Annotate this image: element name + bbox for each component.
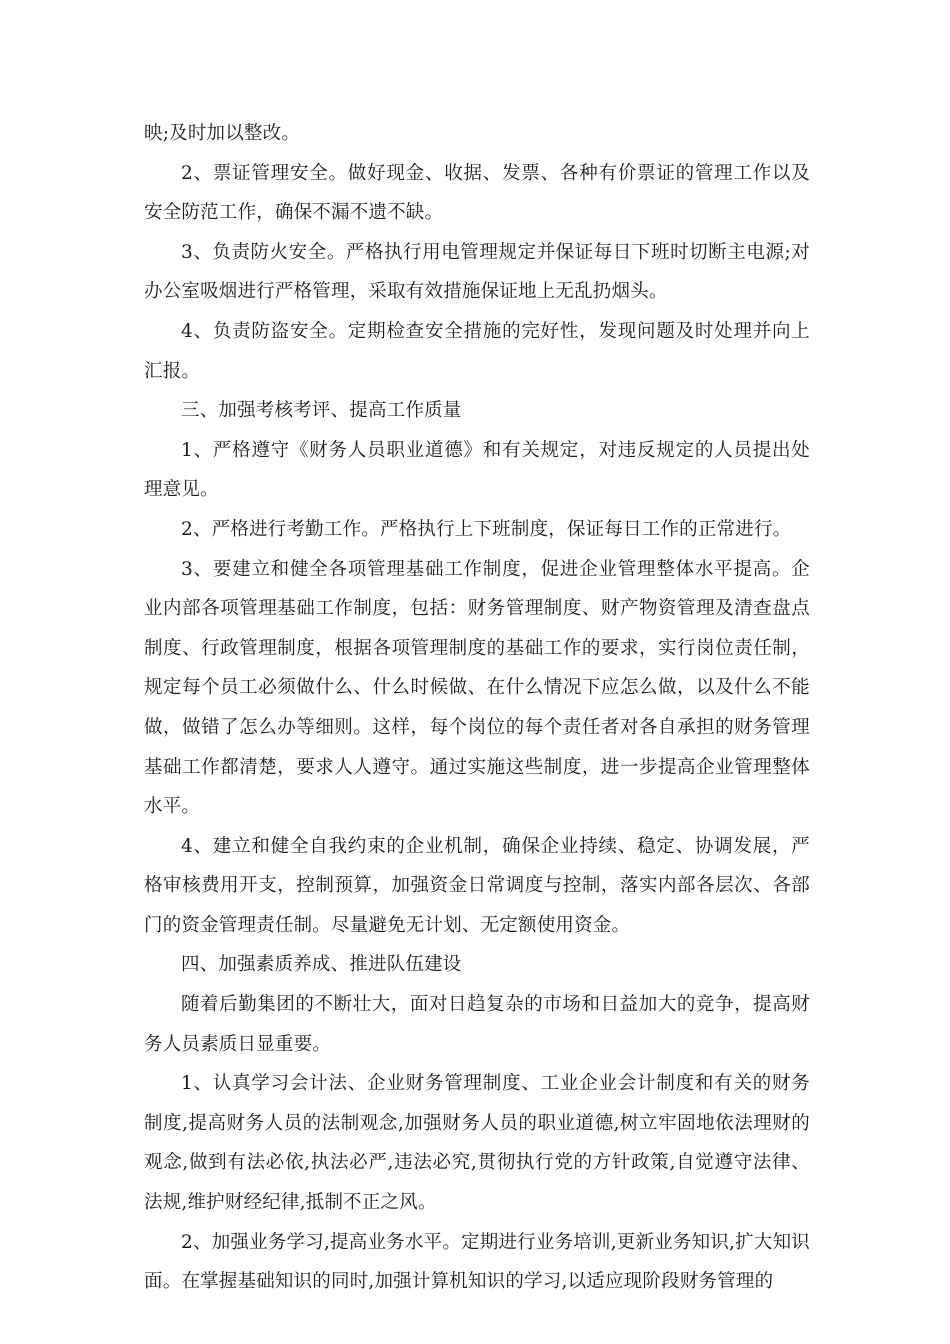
paragraph-management-system: 3、要建立和健全各项管理基础工作制度，促进企业管理整体水平提高。企业内部各项管理基础工作制度，包括：财务管理制度、财产物资管理及清查盘点制度、行政管理制度，根据各项管理制度的基础工作的要求，实行岗位责任制，规定每个员工必须做什么、什么时候做、在什么情况下应怎么做，以及什么不能做，做错了怎么办等细则。这样，每个岗位的每个责任者对各自承担的财务管理基础工作都清楚，要求人人遵守。通过实施这些制度，进一步提高企业管理整体水平。	[144, 558, 810, 818]
section-heading-three: 三、加强考核考评、提高工作质量	[181, 400, 462, 422]
paragraph-continuation: 映;及时加以整改。	[144, 123, 301, 144]
section-heading-four: 四、加强素质养成、推进队伍建设	[181, 954, 462, 976]
paragraph-business-study: 2、加强业务学习,提高业务水平。定期进行业务培训,更新业务知识,扩大知识面。在掌握基础知识的同时,加强计算机知识的学习,以适应现阶段财务管理的	[144, 1231, 810, 1293]
document-page	[144, 114, 810, 1302]
paragraph-intro-quality: 随着后勤集团的不断壮大，面对日趋复杂的市场和日益加大的竞争，提高财务人员素质日显重要。	[144, 994, 810, 1055]
paragraph-theft-prevention: 4、负责防盗安全。定期检查安全措施的完好性，发现问题及时处理并向上汇报。	[144, 320, 810, 382]
paragraph-ticket-security: 2、票证管理安全。做好现金、收据、发票、各种有价票证的管理工作以及安全防范工作，确保不漏不遗不缺。	[144, 162, 810, 224]
paragraph-self-restraint: 4、建立和健全自我约束的企业机制，确保企业持续、稳定、协调发展，严格审核费用开支，控制预算，加强资金日常调度与控制，落实内部各层次、各部门的资金管理责任制。尽量避免无计划、无定额使用资金。	[144, 835, 810, 936]
paragraph-fire-safety: 3、负责防火安全。严格执行用电管理规定并保证每日下班时切断主电源;对办公室吸烟进行严格管理，采取有效措施保证地上无乱扔烟头。	[144, 241, 810, 303]
paragraph-study-law: 1、认真学习会计法、企业财务管理制度、工业企业会计制度和有关的财务制度,提高财务人员的法制观念,加强财务人员的职业道德,树立牢固地依法理财的观念,做到有法必依,执法必严,违法必究,贯彻执行党的方针政策,自觉遵守法律、法规,维护财经纪律,抵制不正之风。	[144, 1073, 810, 1214]
paragraph-ethics: 1、严格遵守《财务人员职业道德》和有关规定，对违反规定的人员提出处理意见。	[144, 439, 810, 501]
paragraph-attendance: 2、严格进行考勤工作。严格执行上下班制度，保证每日工作的正常进行。	[181, 518, 792, 540]
